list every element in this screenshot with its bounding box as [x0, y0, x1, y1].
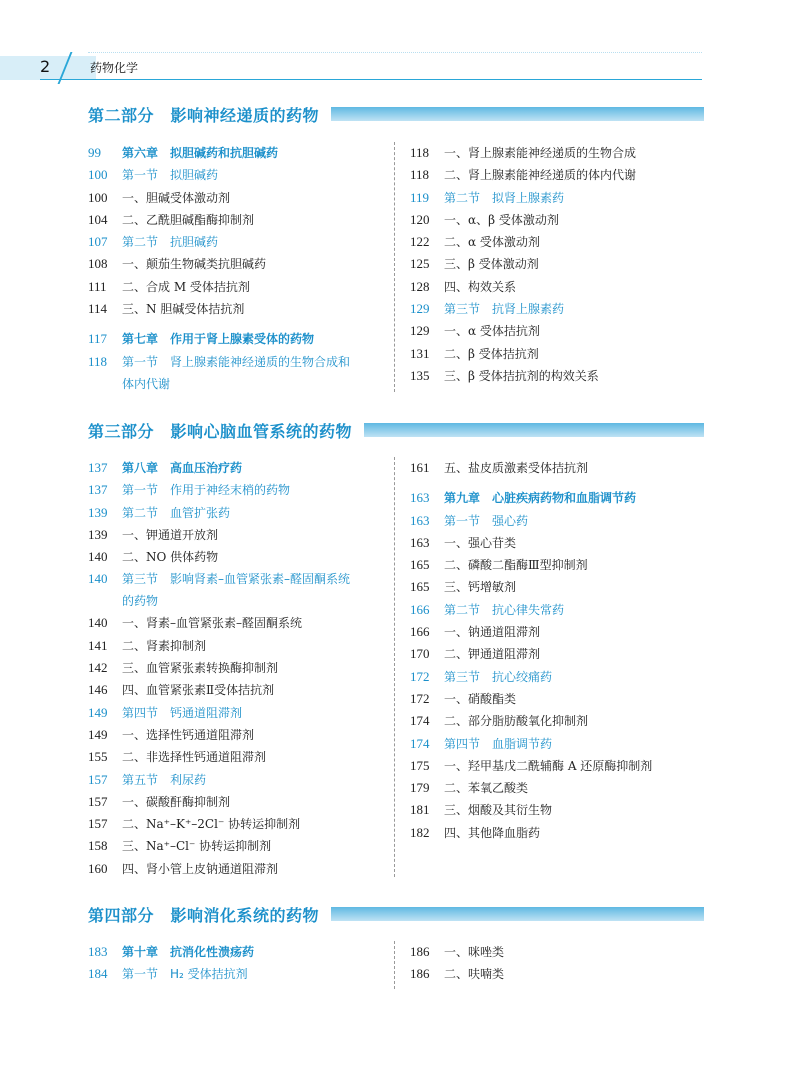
- toc-entry[interactable]: [88, 459, 352, 481]
- toc-entry[interactable]: [88, 504, 352, 526]
- toc-page-number: 114: [88, 301, 108, 317]
- toc-entry-title: 三、钙增敏剂: [444, 580, 517, 595]
- toc-entry[interactable]: [88, 548, 352, 570]
- toc-entry[interactable]: [88, 353, 352, 397]
- toc-entry-title: 第一节 肾上腺素能神经递质的生物合成和体内代谢: [122, 354, 351, 391]
- toc-entry[interactable]: [410, 556, 652, 578]
- toc-entry[interactable]: [410, 735, 652, 757]
- toc-entry[interactable]: [88, 255, 352, 277]
- toc-page-number: 122: [410, 234, 430, 250]
- toc-page-number: 146: [88, 682, 108, 698]
- toc-entry-title: 一、咪唑类: [444, 945, 505, 959]
- toc-entry-title: 三、烟酸及其衍生物: [444, 803, 553, 818]
- toc-entry[interactable]: [410, 801, 652, 823]
- toc-page-number: 186: [410, 944, 430, 959]
- toc-entry-title: 二、NO 供体药物: [122, 550, 219, 565]
- book-title: 药物化学: [90, 61, 139, 75]
- toc-entry[interactable]: [410, 211, 636, 233]
- toc-entry[interactable]: [410, 623, 652, 645]
- toc-entry[interactable]: [410, 645, 652, 667]
- toc-page-number: 139: [88, 526, 108, 542]
- header-dotted-rule: [88, 52, 702, 53]
- toc-entry-title: 一、强心苷类: [444, 535, 517, 550]
- column-divider: [394, 142, 395, 392]
- toc-entry-title: 二、α 受体激动剂: [444, 235, 540, 250]
- part-heading: [88, 417, 704, 443]
- toc-entry[interactable]: [410, 578, 652, 600]
- toc-page-number: 111: [88, 278, 107, 294]
- toc-page-number: 186: [410, 966, 430, 982]
- toc-page-number: 157: [88, 771, 108, 787]
- toc-entry-title: 三、Na⁺–Cl⁻ 协转运抑制剂: [122, 839, 272, 854]
- toc-page-number: 149: [88, 726, 108, 742]
- toc-entry-title: 第五节 利尿药: [122, 772, 207, 787]
- toc-entry-title: 第三节 抗心绞痛药: [444, 669, 553, 684]
- toc-page-number: 157: [88, 793, 108, 809]
- toc-entry[interactable]: [410, 965, 504, 987]
- part-title: 第二部分 影响神经递质的药物: [88, 105, 320, 125]
- toc-entry[interactable]: [410, 534, 652, 556]
- toc-entry[interactable]: [88, 965, 254, 987]
- toc-page-number: 118: [410, 145, 430, 160]
- toc-entry-title: 第二节 抗心律失常药: [444, 602, 565, 617]
- toc-entry-title: 第二节 血管扩张药: [122, 505, 231, 520]
- toc-entry[interactable]: [88, 637, 352, 659]
- toc-entry-title: 第二节 抗胆碱药: [122, 235, 219, 250]
- toc-entry-title: 二、呋喃类: [444, 967, 505, 982]
- toc-entry[interactable]: [410, 824, 652, 846]
- toc-page-number: 158: [88, 838, 108, 854]
- toc-entry-title: 第四节 血脂调节药: [444, 736, 553, 751]
- toc-entry[interactable]: [410, 345, 636, 367]
- toc-entry-title: 二、肾上腺素能神经递质的体内代谢: [444, 168, 637, 183]
- toc-entry[interactable]: [410, 255, 636, 277]
- toc-spacer: [410, 481, 652, 489]
- column-divider: [394, 457, 395, 877]
- toc-entry[interactable]: [88, 189, 352, 211]
- toc-page-number: 125: [410, 256, 430, 272]
- toc-entry-title: 一、钾通道开放剂: [122, 527, 219, 542]
- toc-entry[interactable]: [88, 681, 352, 703]
- toc-page-number: 174: [410, 713, 430, 729]
- toc-entry-title: 第一节 作用于神经末梢的药物: [122, 483, 291, 498]
- toc-entry-title: 一、钠通道阻滞剂: [444, 625, 541, 640]
- toc-entry[interactable]: [410, 189, 636, 211]
- toc-page-number: 155: [88, 749, 108, 765]
- toc-entry[interactable]: [410, 690, 652, 712]
- toc-entry-title: 第一节 拟胆碱药: [122, 168, 219, 183]
- toc-entry[interactable]: [88, 748, 352, 770]
- toc-page-number: 157: [88, 816, 108, 832]
- toc-page-number: 131: [410, 345, 430, 361]
- toc-entry[interactable]: [410, 459, 652, 481]
- toc-entry[interactable]: [88, 278, 352, 300]
- part-heading-bar: [331, 907, 704, 921]
- toc-entry-title: 三、β 受体拮抗剂的构效关系: [444, 368, 599, 383]
- toc-page-number: 161: [410, 460, 430, 475]
- toc-entry[interactable]: [88, 771, 352, 793]
- toc-entry-title: 一、肾素–血管紧张素–醛固酮系统: [122, 616, 303, 631]
- toc-page-number: 129: [410, 301, 430, 317]
- toc-entry-title: 四、构效关系: [444, 279, 517, 294]
- toc-page-number: 165: [410, 579, 430, 595]
- toc-entry[interactable]: [88, 211, 352, 233]
- toc-entry-title: 一、颠茄生物碱类抗胆碱药: [122, 257, 267, 272]
- toc-page-number: 142: [88, 660, 108, 676]
- toc-entry-title: 三、β 受体激动剂: [444, 257, 539, 272]
- toc-page-number: 149: [88, 704, 108, 720]
- toc-entry-title: 二、合成 M 受体拮抗剂: [122, 279, 250, 294]
- toc-entry-title: 第一节 H₂ 受体拮抗剂: [122, 967, 248, 982]
- toc-page-number: 172: [410, 690, 430, 706]
- toc-entry[interactable]: [410, 757, 652, 779]
- toc-entry-title: 第八章 高血压治疗药: [122, 461, 243, 475]
- toc-entry-title: 四、血管紧张素Ⅱ受体拮抗剂: [122, 683, 275, 698]
- header-rule: [40, 79, 702, 80]
- toc-entry-title: 二、部分脂肪酸氧化抑制剂: [444, 714, 589, 729]
- toc-page-number: 140: [88, 615, 108, 631]
- toc-entry-title: 一、α、β 受体激动剂: [444, 212, 559, 227]
- toc-entry-title: 第九章 心脏疾病药物和血脂调节药: [444, 491, 637, 506]
- toc-entry[interactable]: [88, 793, 352, 815]
- toc-entry-title: 一、胆碱受体激动剂: [122, 190, 231, 205]
- toc-page-number: 141: [88, 637, 108, 653]
- toc-entry-title: 一、肾上腺素能神经递质的生物合成: [444, 146, 637, 160]
- toc-entry[interactable]: [88, 860, 352, 882]
- toc-page-number: 183: [88, 944, 108, 959]
- toc-entry[interactable]: [410, 367, 636, 389]
- toc-page-number: 137: [88, 460, 108, 475]
- toc-entry-title: 二、非选择性钙通道阻滞剂: [122, 750, 267, 765]
- toc-entry[interactable]: [410, 144, 636, 166]
- toc-entry[interactable]: [410, 233, 636, 255]
- toc-entry-title: 二、肾素抑制剂: [122, 638, 207, 653]
- toc-entry-title: 二、磷酸二酯酶Ⅲ型抑制剂: [444, 558, 588, 573]
- toc-entry-title: 第一节 强心药: [444, 513, 529, 528]
- toc-entry-title: 第二节 拟肾上腺素药: [444, 190, 565, 205]
- toc-page-number: 182: [410, 824, 430, 840]
- toc-entry-title: 一、α 受体拮抗剂: [444, 324, 540, 339]
- toc-column-right: [410, 943, 504, 988]
- toc-entry-title: 三、N 胆碱受体拮抗剂: [122, 302, 245, 317]
- toc-entry-title: 四、其他降血脂药: [444, 825, 541, 840]
- toc-entry-title: 二、苯氧乙酸类: [444, 781, 529, 796]
- toc-entry[interactable]: [88, 166, 352, 188]
- toc-entry[interactable]: [88, 526, 352, 548]
- toc-entry[interactable]: [88, 481, 352, 503]
- toc-page-number: 128: [410, 278, 430, 294]
- toc-column-left: [88, 943, 254, 988]
- toc-entry[interactable]: [410, 166, 636, 188]
- toc-page-number: 140: [88, 571, 108, 587]
- toc-entry[interactable]: [410, 512, 652, 534]
- page-number: 2: [40, 57, 51, 76]
- toc-entry-title: 第十章 抗消化性溃疡药: [122, 945, 255, 959]
- toc-entry-title: 第六章 拟胆碱药和抗胆碱药: [122, 146, 279, 160]
- part-title: 第三部分 影响心脑血管系统的药物: [88, 421, 353, 441]
- toc-page-number: 100: [88, 167, 108, 183]
- toc-entry-title: 一、选择性钙通道阻滞剂: [122, 727, 255, 742]
- part-heading: [88, 901, 704, 927]
- toc-page-number: 160: [88, 860, 108, 876]
- toc-page-number: 170: [410, 646, 430, 662]
- toc-page-number: 108: [88, 256, 108, 272]
- toc-entry[interactable]: [410, 601, 652, 623]
- toc-page-number: 119: [410, 189, 430, 205]
- toc-page-number: 163: [410, 534, 430, 550]
- toc-page-number: 174: [410, 735, 430, 751]
- toc-entry[interactable]: [410, 943, 504, 965]
- toc-entry[interactable]: [88, 837, 352, 859]
- toc-page-number: 172: [410, 668, 430, 684]
- toc-entry[interactable]: [410, 489, 652, 511]
- toc-page-number: 165: [410, 557, 430, 573]
- toc-column-right: [410, 144, 636, 389]
- toc-page-number: 137: [88, 482, 108, 498]
- toc-page-number: 104: [88, 211, 108, 227]
- part-heading-bar: [364, 423, 704, 437]
- toc-entry-title: 二、乙酰胆碱酯酶抑制剂: [122, 212, 255, 227]
- part-heading: [88, 101, 704, 127]
- toc-page-number: 163: [410, 490, 430, 506]
- toc-entry-title: 四、肾小管上皮钠通道阻滞剂: [122, 861, 279, 876]
- toc-page-number: 135: [410, 367, 430, 383]
- toc-page-number: 99: [88, 145, 101, 160]
- toc-entry-title: 二、β 受体拮抗剂: [444, 346, 539, 361]
- toc-page-number: 118: [88, 353, 108, 369]
- toc-entry[interactable]: [410, 300, 636, 322]
- toc-entry[interactable]: [410, 712, 652, 734]
- toc-page-number: 118: [410, 167, 430, 183]
- toc-entry-title: 第七章 作用于肾上腺素受体的药物: [122, 332, 315, 347]
- part-heading-bar: [331, 107, 704, 121]
- toc-entry[interactable]: [410, 779, 652, 801]
- toc-entry[interactable]: [88, 330, 352, 352]
- toc-page-number: 107: [88, 234, 108, 250]
- toc-entry[interactable]: [88, 943, 254, 965]
- toc-entry[interactable]: [88, 144, 352, 166]
- toc-spacer: [88, 322, 352, 330]
- toc-page-number: 175: [410, 757, 430, 773]
- toc-page-number: 129: [410, 323, 430, 339]
- toc-page-number: 139: [88, 504, 108, 520]
- toc-entry-title: 二、钾通道阻滞剂: [444, 647, 541, 662]
- toc-entry-title: 五、盐皮质激素受体拮抗剂: [444, 461, 589, 475]
- toc-entry-title: 一、羟甲基戊二酰辅酶 A 还原酶抑制剂: [444, 758, 653, 773]
- toc-entry[interactable]: [88, 815, 352, 837]
- toc-entry[interactable]: [410, 668, 652, 690]
- toc-entry[interactable]: [88, 233, 352, 255]
- toc-page-number: 166: [410, 601, 430, 617]
- toc-entry[interactable]: [410, 322, 636, 344]
- toc-column-left: [88, 144, 352, 397]
- toc-page-number: 100: [88, 189, 108, 205]
- toc-entry-title: 第三节 抗肾上腺素药: [444, 302, 565, 317]
- toc-page-number: 140: [88, 549, 108, 565]
- toc-page-number: 163: [410, 512, 430, 528]
- toc-entry[interactable]: [88, 659, 352, 681]
- toc-column-right: [410, 459, 652, 846]
- part-title: 第四部分 影响消化系统的药物: [88, 905, 320, 925]
- toc-entry[interactable]: [88, 570, 352, 614]
- toc-entry-title: 二、Na⁺–K⁺–2Cl⁻ 协转运抑制剂: [122, 817, 301, 832]
- toc-page-number: 179: [410, 780, 430, 796]
- toc-page-number: 181: [410, 802, 430, 818]
- column-divider: [394, 941, 395, 989]
- toc-page-number: 120: [410, 211, 430, 227]
- toc-page-number: 166: [410, 624, 430, 640]
- toc-entry-title: 第三节 影响肾素–血管紧张素–醛固酮系统的药物: [122, 572, 351, 609]
- toc-entry-title: 一、碳酸酐酶抑制剂: [122, 794, 231, 809]
- toc-column-left: [88, 459, 352, 882]
- toc-page-number: 117: [88, 331, 108, 347]
- toc-entry[interactable]: [88, 300, 352, 322]
- toc-entry-title: 一、硝酸酯类: [444, 691, 517, 706]
- toc-entry[interactable]: [410, 278, 636, 300]
- toc-entry[interactable]: [88, 726, 352, 748]
- toc-entry-title: 三、血管紧张素转换酶抑制剂: [122, 661, 279, 676]
- toc-page-number: 184: [88, 966, 108, 982]
- toc-entry[interactable]: [88, 614, 352, 636]
- toc-entry[interactable]: [88, 704, 352, 726]
- toc-entry-title: 第四节 钙通道阻滞剂: [122, 705, 243, 720]
